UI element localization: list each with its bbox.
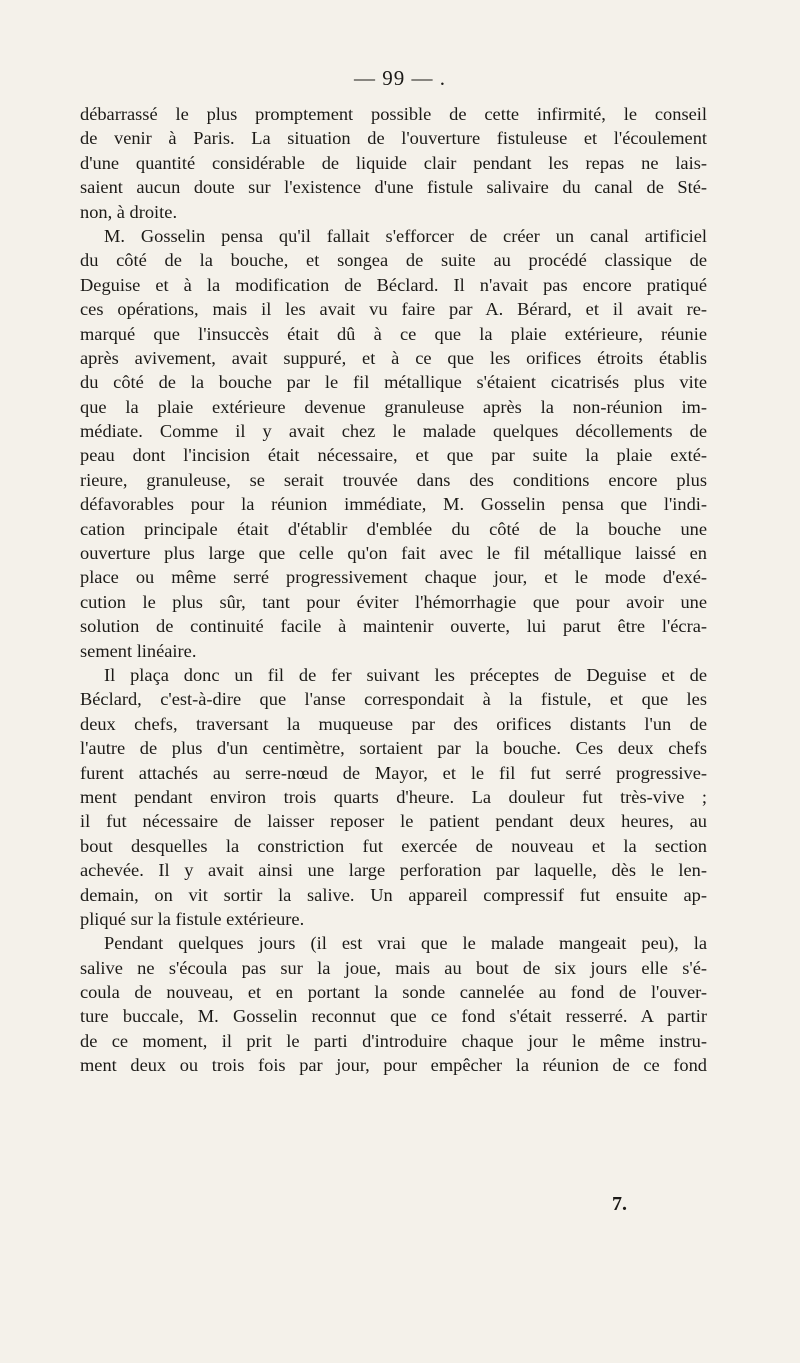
text-line: cution le plus sûr, tant pour éviter l'hémorrhagie que pour avoir une [80,591,707,612]
text-line: de venir à Paris. La situation de l'ouverture fistuleuse et l'écoulement [80,128,707,149]
text-line: achevée. Il y avait ainsi une large perforation par laquelle, dès le len- [80,860,707,881]
text-line: l'autre de plus d'un centimètre, sortaient par la bouche. Ces deux chefs [80,738,707,759]
text-line: saient aucun doute sur l'existence d'une fistule salivaire du canal de Sté- [80,177,707,198]
text-line: Il plaça donc un fil de fer suivant les préceptes de Deguise et de [104,664,707,685]
page-number-header: — 99 — . [354,66,446,90]
text-line: coula de nouveau, et en portant la sonde cannelée au fond de l'ouver- [80,982,707,1003]
text-line: furent attachés au serre-nœud de Mayor, et le fil fut serré progressive- [80,762,707,783]
text-line: peau dont l'incision était nécessaire, et que par suite la plaie exté- [80,445,707,466]
text-line: ces opérations, mais il les avait vu faire par A. Bérard, et il avait re- [80,299,707,320]
text-line: débarrassé le plus promptement possible de cette infirmité, le conseil [80,104,707,124]
paragraph [80,931,707,1077]
text-line: médiate. Comme il y avait chez le malade quelques décollements de [80,421,707,442]
text-line: d'une quantité considérable de liquide clair pendant les repas ne lais- [80,152,707,173]
body-text [80,102,707,1078]
signature-mark: 7. [612,1193,627,1215]
text-line: ture buccale, M. Gosselin reconnut que ce fond s'était resserré. A partir [80,1006,707,1027]
text-line: du côté de la bouche par le fil métallique s'étaient cicatrisés plus vite [80,372,707,393]
text-line: que la plaie extérieure devenue granuleuse après la non-réunion im- [80,396,707,417]
text-line: pliqué sur la fistule extérieure. [80,908,305,929]
text-line: du côté de la bouche, et songea de suite au procédé classique de [80,250,707,271]
text-line: Pendant quelques jours (il est vrai que le malade mangeait peu), la [104,933,707,954]
text-line: ment deux ou trois fois par jour, pour empêcher la réunion de ce fond [80,1055,707,1076]
text-line: rieure, granuleuse, se serait trouvée dans des conditions encore plus [80,469,707,490]
text-line: M. Gosselin pensa qu'il fallait s'efforcer de créer un canal artificiel [104,225,707,246]
text-line: demain, on vit sortir la salive. Un appareil compressif fut ensuite ap- [80,884,707,905]
text-line: deux chefs, traversant la muqueuse par des orifices distants l'un de [80,713,707,734]
text-line: défavorables pour la réunion immédiate, M. Gosselin pensa que l'indi- [80,494,707,515]
text-line: Béclard, c'est-à-dire que l'anse correspondait à la fistule, et que les [80,689,707,710]
text-line: marqué que l'insuccès était dû à ce que la plaie extérieure, réunie [80,323,707,344]
text-line: salive ne s'écoula pas sur la joue, mais au bout de six jours elle s'é- [80,957,707,978]
text-line: ouverture plus large que celle qu'on fait avec le fil métallique laissé en [80,543,707,564]
paragraph [80,224,707,663]
text-line: sement linéaire. [80,640,197,661]
text-line: solution de continuité facile à maintenir ouverte, lui parut être l'écra- [80,616,707,637]
text-line: cation principale était d'établir d'emblée du côté de la bouche une [80,518,707,539]
text-line: place ou même serré progressivement chaque jour, et le mode d'exé- [80,567,707,588]
paragraph [80,663,707,931]
text-line: de ce moment, il prit le parti d'introduire chaque jour le même instru- [80,1030,707,1051]
text-line: bout desquelles la constriction fut exercée de nouveau et la section [80,835,707,856]
text-line: il fut nécessaire de laisser reposer le patient pendant deux heures, au [80,811,707,832]
text-line: ment pendant environ trois quarts d'heure. La douleur fut très-vive ; [80,786,707,807]
text-line: Deguise et à la modification de Béclard. Il n'avait pas encore pratiqué [80,274,707,295]
text-line: après avivement, avait suppuré, et à ce que les orifices étroits établis [80,347,707,368]
paragraph [80,102,707,224]
text-line: non, à droite. [80,201,178,222]
